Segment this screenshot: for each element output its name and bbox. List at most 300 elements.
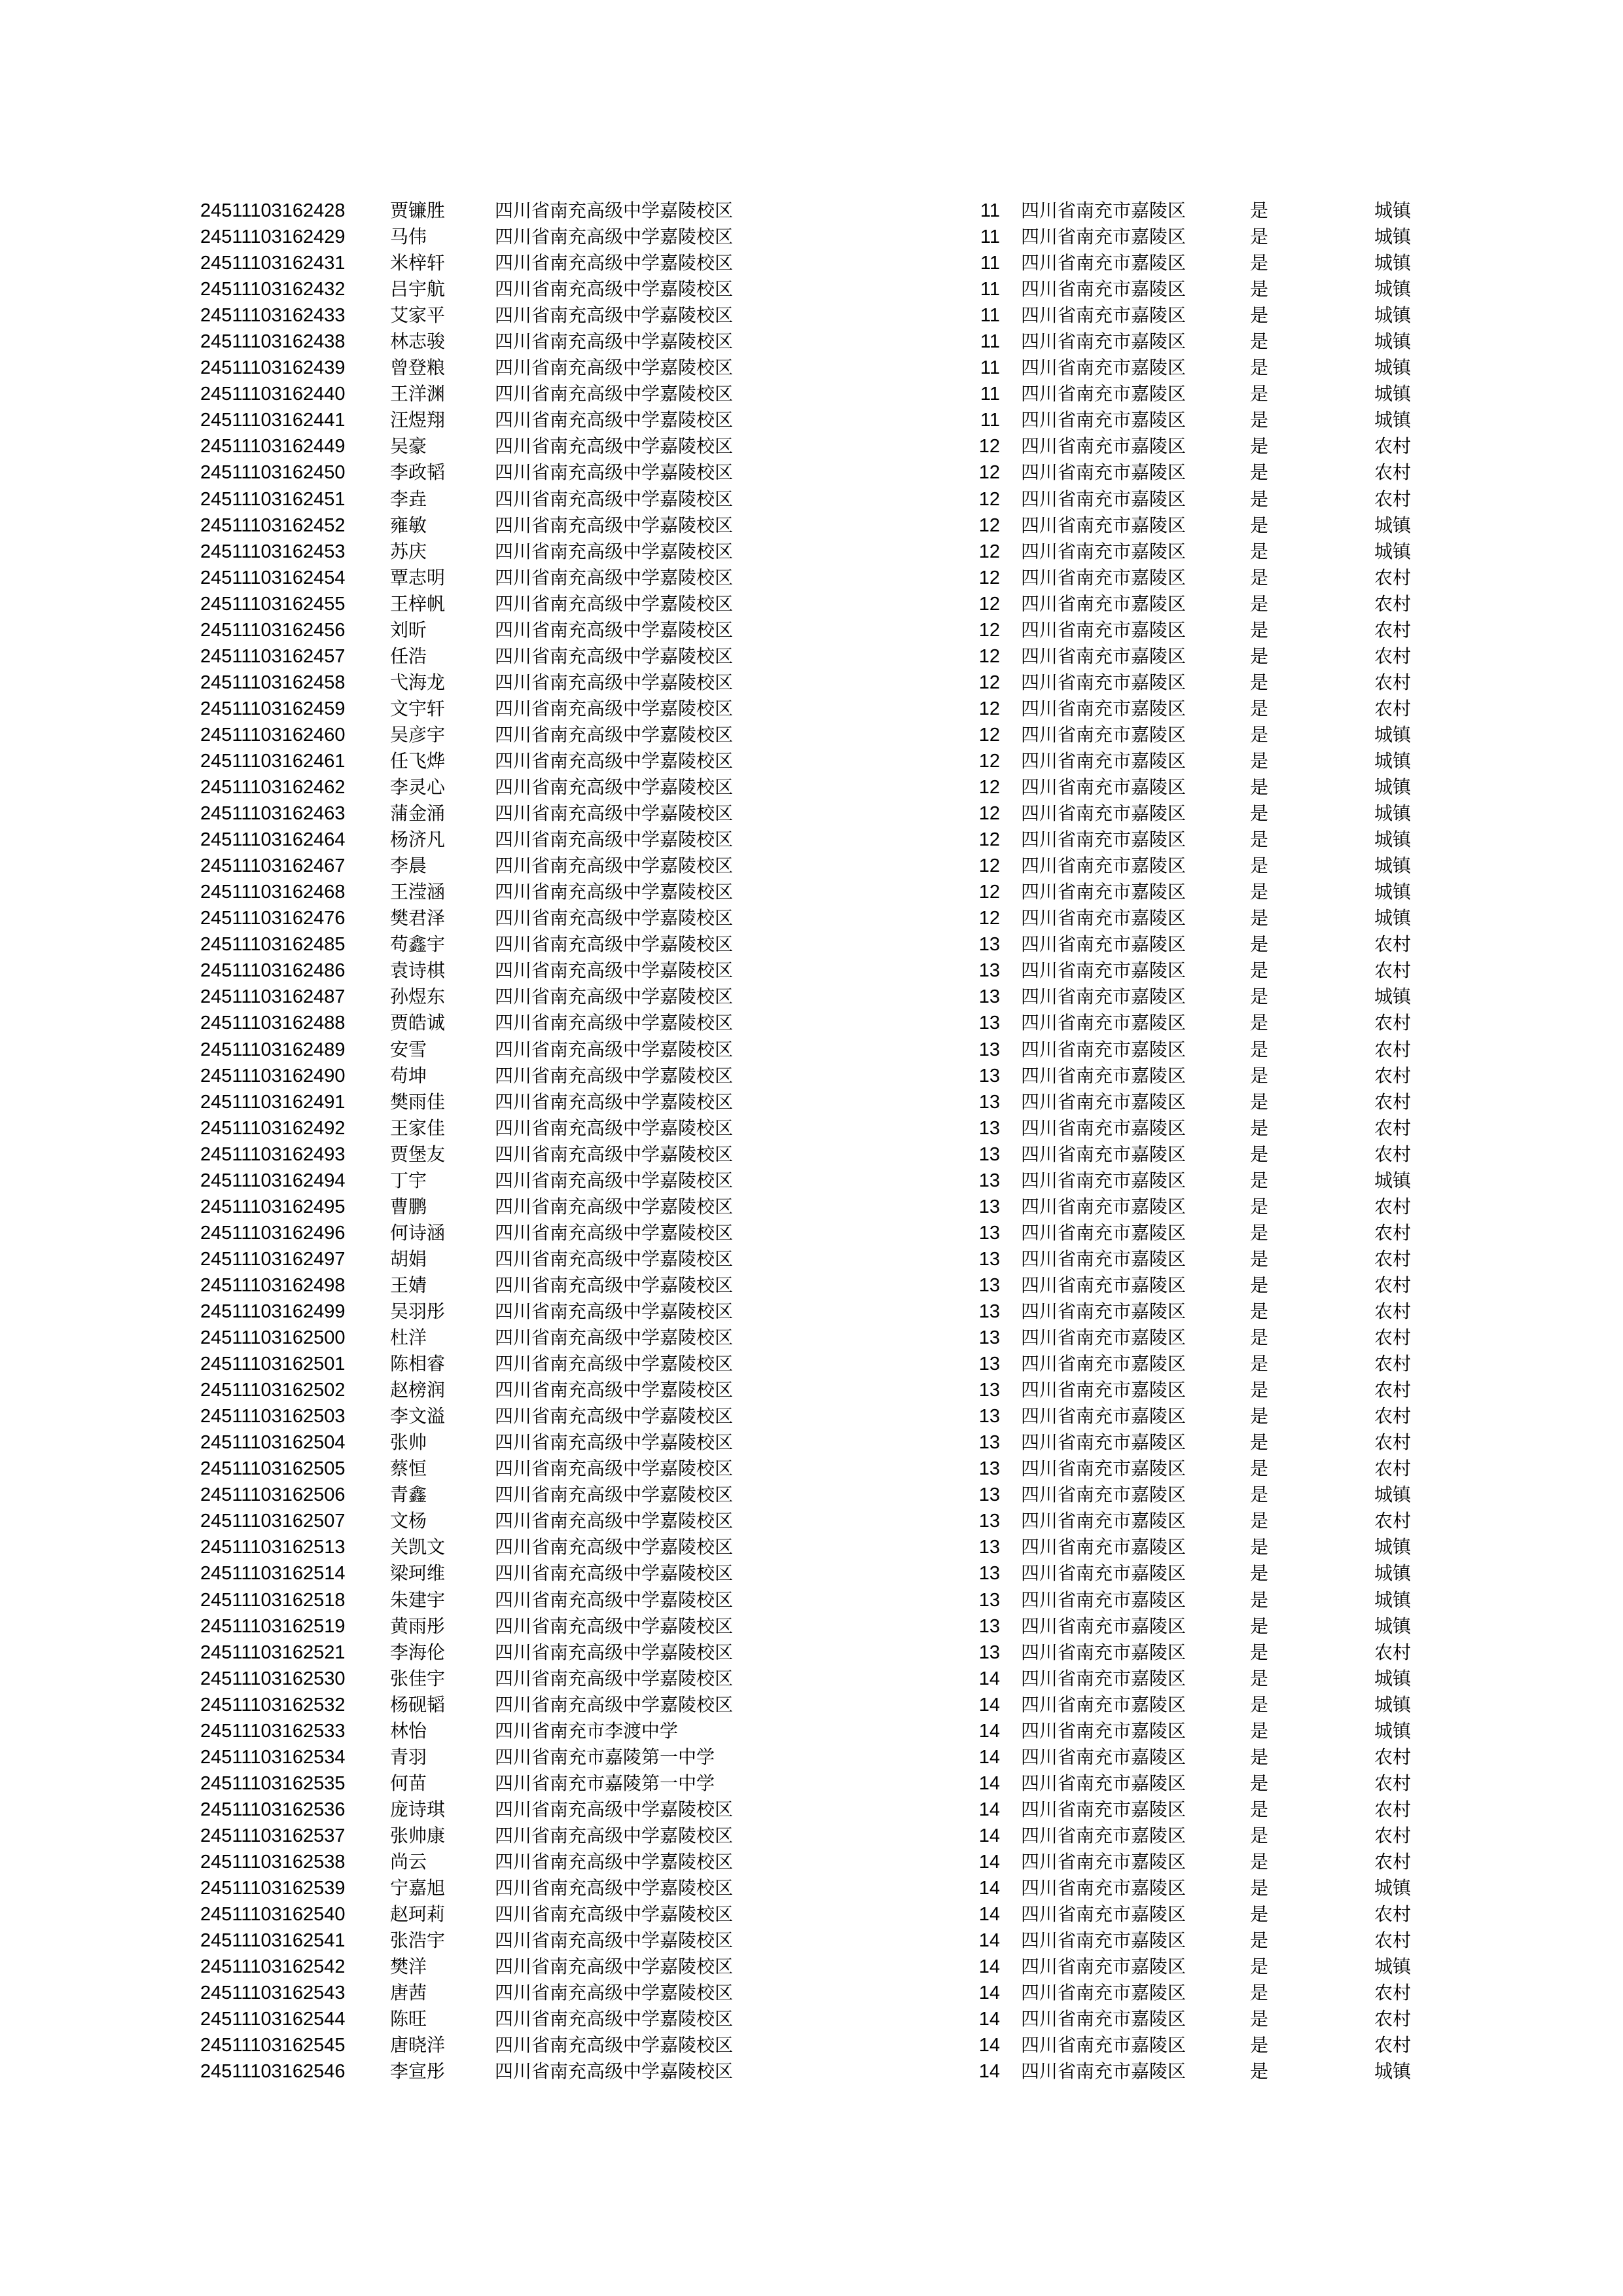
student-name-cell: 丁宇	[390, 1169, 427, 1191]
flag-cell: 是	[1250, 829, 1269, 851]
address-cell: 四川省南充市嘉陵区	[1021, 1300, 1186, 1322]
flag-cell: 是	[1250, 855, 1269, 877]
school-cell: 四川省南充高级中学嘉陵校区	[495, 200, 734, 222]
flag-cell: 是	[1250, 1746, 1269, 1768]
household-type-cell: 城镇	[1374, 304, 1412, 327]
address-cell: 四川省南充市嘉陵区	[1021, 331, 1186, 353]
table-row	[200, 1954, 1428, 1980]
student-name-cell: 林志骏	[390, 331, 446, 353]
household-type-cell: 农村	[1374, 1195, 1412, 1217]
grade-cell: 13	[978, 1537, 1000, 1558]
household-type-cell: 农村	[1374, 697, 1412, 719]
student-name-cell: 吴豪	[390, 435, 427, 457]
flag-cell: 是	[1250, 960, 1269, 982]
student-id-cell: 24511103162432	[200, 279, 346, 300]
student-name-cell: 杨砚韬	[390, 1693, 446, 1715]
grade-cell: 14	[978, 1825, 1000, 1846]
flag-cell: 是	[1250, 723, 1269, 745]
school-cell: 四川省南充高级中学嘉陵校区	[495, 960, 734, 982]
table-row	[200, 748, 1428, 774]
student-name-cell: 文杨	[390, 1510, 427, 1532]
address-cell: 四川省南充市嘉陵区	[1021, 723, 1186, 745]
grade-cell: 13	[978, 934, 1000, 956]
household-type-cell: 农村	[1374, 1982, 1412, 2004]
student-id-cell: 24511103162462	[200, 777, 346, 798]
household-type-cell: 城镇	[1374, 278, 1412, 300]
school-cell: 四川省南充高级中学嘉陵校区	[495, 1484, 734, 1506]
grade-cell: 14	[978, 1956, 1000, 1978]
household-type-cell: 农村	[1374, 1327, 1412, 1349]
student-id-cell: 24511103162539	[200, 1878, 346, 1899]
student-name-cell: 曹鹏	[390, 1195, 427, 1217]
table-row	[200, 1849, 1428, 1875]
school-cell: 四川省南充高级中学嘉陵校区	[495, 986, 734, 1008]
student-name-cell: 吕宇航	[390, 278, 446, 300]
grade-cell: 11	[980, 226, 1000, 248]
school-cell: 四川省南充高级中学嘉陵校区	[495, 1536, 734, 1558]
address-cell: 四川省南充市嘉陵区	[1021, 1824, 1186, 1846]
address-cell: 四川省南充市嘉陵区	[1021, 619, 1186, 641]
household-type-cell: 农村	[1374, 1510, 1412, 1532]
address-cell: 四川省南充市嘉陵区	[1021, 1510, 1186, 1532]
student-id-cell: 24511103162428	[200, 200, 346, 222]
household-type-cell: 农村	[1374, 1221, 1412, 1244]
table-row	[200, 696, 1428, 722]
grade-cell: 11	[980, 305, 1000, 327]
table-row	[200, 2032, 1428, 2058]
school-cell: 四川省南充市嘉陵第一中学	[495, 1772, 715, 1794]
student-id-cell: 24511103162459	[200, 698, 346, 719]
grade-cell: 13	[978, 1039, 1000, 1060]
student-id-cell: 24511103162498	[200, 1274, 346, 1296]
address-cell: 四川省南充市嘉陵区	[1021, 383, 1186, 405]
household-type-cell: 农村	[1374, 1929, 1412, 1952]
student-id-cell: 24511103162501	[200, 1354, 346, 1375]
grade-cell: 14	[978, 1878, 1000, 1899]
grade-cell: 13	[978, 1274, 1000, 1296]
flag-cell: 是	[1250, 1458, 1269, 1480]
student-name-cell: 曾登粮	[390, 357, 446, 379]
grade-cell: 14	[978, 2035, 1000, 2056]
grade-cell: 12	[978, 882, 1000, 903]
school-cell: 四川省南充市嘉陵第一中学	[495, 1746, 715, 1768]
student-id-cell: 24511103162487	[200, 986, 346, 1008]
address-cell: 四川省南充市嘉陵区	[1021, 1274, 1186, 1296]
student-name-cell: 樊雨佳	[390, 1090, 446, 1113]
school-cell: 四川省南充高级中学嘉陵校区	[495, 1798, 734, 1820]
student-name-cell: 吴彦宇	[390, 723, 446, 745]
flag-cell: 是	[1250, 1274, 1269, 1296]
grade-cell: 14	[978, 1930, 1000, 1952]
table-row	[200, 433, 1428, 459]
table-row	[200, 381, 1428, 407]
student-name-cell: 李垚	[390, 488, 427, 510]
school-cell: 四川省南充高级中学嘉陵校区	[495, 1169, 734, 1191]
student-name-cell: 梁珂维	[390, 1562, 446, 1585]
address-cell: 四川省南充市嘉陵区	[1021, 1117, 1186, 1139]
household-type-cell: 农村	[1374, 1798, 1412, 1820]
flag-cell: 是	[1250, 1850, 1269, 1873]
table-row	[200, 617, 1428, 643]
table-row	[200, 984, 1428, 1010]
household-type-cell: 农村	[1374, 645, 1412, 667]
table-row	[200, 827, 1428, 853]
student-id-cell: 24511103162513	[200, 1537, 346, 1558]
student-id-cell: 24511103162494	[200, 1170, 346, 1191]
table-row	[200, 1037, 1428, 1063]
address-cell: 四川省南充市嘉陵区	[1021, 1431, 1186, 1454]
table-row	[200, 1194, 1428, 1220]
address-cell: 四川省南充市嘉陵区	[1021, 1588, 1186, 1611]
student-id-cell: 24511103162493	[200, 1143, 346, 1165]
grade-cell: 13	[978, 1511, 1000, 1532]
school-cell: 四川省南充高级中学嘉陵校区	[495, 802, 734, 825]
school-cell: 四川省南充高级中学嘉陵校区	[495, 776, 734, 798]
grade-cell: 12	[978, 619, 1000, 641]
grade-cell: 13	[978, 1300, 1000, 1322]
grade-cell: 14	[978, 1799, 1000, 1820]
grade-cell: 13	[978, 1380, 1000, 1401]
student-id-cell: 24511103162486	[200, 960, 346, 982]
student-name-cell: 马伟	[390, 226, 427, 248]
student-id-cell: 24511103162457	[200, 645, 346, 667]
school-cell: 四川省南充高级中学嘉陵校区	[495, 1903, 734, 1926]
student-name-cell: 任飞烨	[390, 750, 446, 772]
table-row	[200, 1875, 1428, 1901]
flag-cell: 是	[1250, 1169, 1269, 1191]
student-name-cell: 张帅康	[390, 1824, 446, 1846]
flag-cell: 是	[1250, 1221, 1269, 1244]
student-name-cell: 李海伦	[390, 1641, 446, 1663]
school-cell: 四川省南充高级中学嘉陵校区	[495, 881, 734, 903]
table-row	[200, 958, 1428, 984]
table-row	[200, 1403, 1428, 1429]
address-cell: 四川省南充市嘉陵区	[1021, 1719, 1186, 1742]
school-cell: 四川省南充高级中学嘉陵校区	[495, 1221, 734, 1244]
student-name-cell: 杨济凡	[390, 829, 446, 851]
table-row	[200, 1901, 1428, 1928]
grade-cell: 12	[978, 855, 1000, 877]
grade-cell: 12	[978, 724, 1000, 745]
table-row	[200, 1220, 1428, 1246]
student-name-cell: 李文溢	[390, 1405, 446, 1427]
household-type-cell: 城镇	[1374, 776, 1412, 798]
household-type-cell: 城镇	[1374, 1484, 1412, 1506]
household-type-cell: 城镇	[1374, 331, 1412, 353]
flag-cell: 是	[1250, 697, 1269, 719]
school-cell: 四川省南充高级中学嘉陵校区	[495, 592, 734, 615]
student-name-cell: 米梓轩	[390, 252, 446, 274]
table-row	[200, 1797, 1428, 1823]
address-cell: 四川省南充市嘉陵区	[1021, 1956, 1186, 1978]
grade-cell: 12	[978, 567, 1000, 588]
student-name-cell: 何苗	[390, 1772, 427, 1794]
flag-cell: 是	[1250, 933, 1269, 956]
address-cell: 四川省南充市嘉陵区	[1021, 1012, 1186, 1034]
school-cell: 四川省南充高级中学嘉陵校区	[495, 1038, 734, 1060]
student-id-cell: 24511103162440	[200, 384, 346, 405]
school-cell: 四川省南充高级中学嘉陵校区	[495, 1300, 734, 1322]
student-name-cell: 蔡恒	[390, 1458, 427, 1480]
student-id-cell: 24511103162491	[200, 1091, 346, 1113]
grade-cell: 12	[978, 829, 1000, 851]
household-type-cell: 城镇	[1374, 881, 1412, 903]
flag-cell: 是	[1250, 383, 1269, 405]
student-id-cell: 24511103162433	[200, 305, 346, 327]
student-id-cell: 24511103162532	[200, 1694, 346, 1715]
household-type-cell: 城镇	[1374, 750, 1412, 772]
school-cell: 四川省南充高级中学嘉陵校区	[495, 1693, 734, 1715]
student-name-cell: 陈旺	[390, 2008, 427, 2030]
student-name-cell: 袁诗棋	[390, 960, 446, 982]
address-cell: 四川省南充市嘉陵区	[1021, 1169, 1186, 1191]
student-id-cell: 24511103162449	[200, 436, 346, 457]
grade-cell: 14	[978, 1904, 1000, 1926]
flag-cell: 是	[1250, 1562, 1269, 1585]
address-cell: 四川省南充市嘉陵区	[1021, 802, 1186, 825]
address-cell: 四川省南充市嘉陵区	[1021, 2008, 1186, 2030]
address-cell: 四川省南充市嘉陵区	[1021, 1693, 1186, 1715]
household-type-cell: 城镇	[1374, 1693, 1412, 1715]
address-cell: 四川省南充市嘉陵区	[1021, 2060, 1186, 2083]
school-cell: 四川省南充高级中学嘉陵校区	[495, 278, 734, 300]
household-type-cell: 农村	[1374, 619, 1412, 641]
household-type-cell: 城镇	[1374, 514, 1412, 536]
address-cell: 四川省南充市嘉陵区	[1021, 278, 1186, 300]
school-cell: 四川省南充高级中学嘉陵校区	[495, 829, 734, 851]
household-type-cell: 城镇	[1374, 986, 1412, 1008]
student-name-cell: 孙煜东	[390, 986, 446, 1008]
address-cell: 四川省南充市嘉陵区	[1021, 1615, 1186, 1637]
table-row	[200, 1692, 1428, 1718]
student-id-cell: 24511103162438	[200, 331, 346, 353]
address-cell: 四川省南充市嘉陵区	[1021, 1247, 1186, 1270]
student-id-cell: 24511103162541	[200, 1930, 346, 1952]
student-id-cell: 24511103162468	[200, 882, 346, 903]
table-row	[200, 329, 1428, 355]
table-row	[200, 670, 1428, 696]
household-type-cell: 农村	[1374, 1038, 1412, 1060]
school-cell: 四川省南充高级中学嘉陵校区	[495, 488, 734, 510]
flag-cell: 是	[1250, 1719, 1269, 1742]
grade-cell: 14	[978, 1694, 1000, 1715]
address-cell: 四川省南充市嘉陵区	[1021, 907, 1186, 929]
grade-cell: 13	[978, 1327, 1000, 1349]
grade-cell: 13	[978, 1143, 1000, 1165]
grade-cell: 14	[978, 1851, 1000, 1873]
grade-cell: 11	[980, 357, 1000, 379]
grade-cell: 12	[978, 462, 1000, 484]
student-name-cell: 贾皓诚	[390, 1012, 446, 1034]
grade-cell: 11	[980, 384, 1000, 405]
flag-cell: 是	[1250, 1090, 1269, 1113]
address-cell: 四川省南充市嘉陵区	[1021, 1143, 1186, 1165]
table-row	[200, 879, 1428, 905]
household-type-cell: 城镇	[1374, 1667, 1412, 1689]
table-row	[200, 250, 1428, 276]
table-row	[200, 931, 1428, 958]
student-name-cell: 王婧	[390, 1274, 427, 1296]
school-cell: 四川省南充高级中学嘉陵校区	[495, 723, 734, 745]
table-row	[200, 198, 1428, 224]
school-cell: 四川省南充高级中学嘉陵校区	[495, 1090, 734, 1113]
student-id-cell: 24511103162500	[200, 1327, 346, 1349]
student-name-cell: 覃志明	[390, 566, 446, 588]
address-cell: 四川省南充市嘉陵区	[1021, 1038, 1186, 1060]
student-name-cell: 杜洋	[390, 1327, 427, 1349]
school-cell: 四川省南充高级中学嘉陵校区	[495, 331, 734, 353]
student-name-cell: 贾堡友	[390, 1143, 446, 1165]
flag-cell: 是	[1250, 1693, 1269, 1715]
table-row	[200, 1325, 1428, 1351]
flag-cell: 是	[1250, 1484, 1269, 1506]
school-cell: 四川省南充高级中学嘉陵校区	[495, 1431, 734, 1454]
flag-cell: 是	[1250, 1327, 1269, 1349]
student-id-cell: 24511103162507	[200, 1511, 346, 1532]
address-cell: 四川省南充市嘉陵区	[1021, 1877, 1186, 1899]
student-id-cell: 24511103162467	[200, 855, 346, 877]
address-cell: 四川省南充市嘉陵区	[1021, 933, 1186, 956]
address-cell: 四川省南充市嘉陵区	[1021, 488, 1186, 510]
school-cell: 四川省南充高级中学嘉陵校区	[495, 252, 734, 274]
school-cell: 四川省南充高级中学嘉陵校区	[495, 2060, 734, 2083]
flag-cell: 是	[1250, 907, 1269, 929]
school-cell: 四川省南充高级中学嘉陵校区	[495, 1353, 734, 1375]
school-cell: 四川省南充高级中学嘉陵校区	[495, 750, 734, 772]
grade-cell: 13	[978, 1563, 1000, 1585]
grade-cell: 12	[978, 541, 1000, 562]
flag-cell: 是	[1250, 1929, 1269, 1952]
school-cell: 四川省南充高级中学嘉陵校区	[495, 1588, 734, 1611]
school-cell: 四川省南充高级中学嘉陵校区	[495, 435, 734, 457]
flag-cell: 是	[1250, 278, 1269, 300]
household-type-cell: 城镇	[1374, 1536, 1412, 1558]
flag-cell: 是	[1250, 304, 1269, 327]
household-type-cell: 城镇	[1374, 1562, 1412, 1585]
student-id-cell: 24511103162504	[200, 1432, 346, 1454]
flag-cell: 是	[1250, 1903, 1269, 1926]
grade-cell: 13	[978, 1589, 1000, 1611]
table-row	[200, 565, 1428, 591]
school-cell: 四川省南充高级中学嘉陵校区	[495, 1379, 734, 1401]
school-cell: 四川省南充高级中学嘉陵校区	[495, 1929, 734, 1952]
flag-cell: 是	[1250, 619, 1269, 641]
student-id-cell: 24511103162521	[200, 1641, 346, 1663]
grade-cell: 14	[978, 2061, 1000, 2083]
flag-cell: 是	[1250, 592, 1269, 615]
school-cell: 四川省南充高级中学嘉陵校区	[495, 540, 734, 562]
table-row	[200, 1744, 1428, 1770]
student-id-cell: 24511103162441	[200, 410, 346, 431]
student-name-cell: 庞诗琪	[390, 1798, 446, 1820]
table-row	[200, 407, 1428, 433]
flag-cell: 是	[1250, 1379, 1269, 1401]
student-id-cell: 24511103162503	[200, 1406, 346, 1427]
grade-cell: 12	[978, 672, 1000, 693]
student-name-cell: 蒲金涌	[390, 802, 446, 825]
household-type-cell: 城镇	[1374, 226, 1412, 248]
school-cell: 四川省南充高级中学嘉陵校区	[495, 304, 734, 327]
flag-cell: 是	[1250, 1824, 1269, 1846]
school-cell: 四川省南充高级中学嘉陵校区	[495, 461, 734, 484]
student-id-cell: 24511103162535	[200, 1772, 346, 1794]
address-cell: 四川省南充市嘉陵区	[1021, 697, 1186, 719]
address-cell: 四川省南充市嘉陵区	[1021, 226, 1186, 248]
address-cell: 四川省南充市嘉陵区	[1021, 960, 1186, 982]
student-name-cell: 苟坤	[390, 1064, 427, 1086]
student-name-cell: 苟鑫宇	[390, 933, 446, 956]
household-type-cell: 农村	[1374, 1850, 1412, 1873]
student-id-cell: 24511103162450	[200, 462, 346, 484]
student-id-cell: 24511103162492	[200, 1117, 346, 1139]
address-cell: 四川省南充市嘉陵区	[1021, 1772, 1186, 1794]
household-type-cell: 城镇	[1374, 907, 1412, 929]
table-row	[200, 1666, 1428, 1692]
student-id-cell: 24511103162464	[200, 829, 346, 851]
address-cell: 四川省南充市嘉陵区	[1021, 881, 1186, 903]
grade-cell: 12	[978, 436, 1000, 457]
table-row	[200, 1770, 1428, 1797]
address-cell: 四川省南充市嘉陵区	[1021, 1353, 1186, 1375]
student-name-cell: 张浩宇	[390, 1929, 446, 1952]
household-type-cell: 农村	[1374, 566, 1412, 588]
address-cell: 四川省南充市嘉陵区	[1021, 776, 1186, 798]
table-row	[200, 1560, 1428, 1587]
household-type-cell: 城镇	[1374, 200, 1412, 222]
household-type-cell: 农村	[1374, 1090, 1412, 1113]
school-cell: 四川省南充高级中学嘉陵校区	[495, 1327, 734, 1349]
student-name-cell: 唐晓洋	[390, 2034, 446, 2056]
grade-cell: 12	[978, 803, 1000, 825]
household-type-cell: 农村	[1374, 1746, 1412, 1768]
grade-cell: 13	[978, 1432, 1000, 1454]
table-row	[200, 1246, 1428, 1272]
student-id-cell: 24511103162518	[200, 1589, 346, 1611]
household-type-cell: 农村	[1374, 2034, 1412, 2056]
student-name-cell: 张帅	[390, 1431, 427, 1454]
household-type-cell: 农村	[1374, 1772, 1412, 1794]
grade-cell: 12	[978, 777, 1000, 798]
table-row	[200, 459, 1428, 486]
household-type-cell: 城镇	[1374, 2060, 1412, 2083]
table-row	[200, 355, 1428, 381]
table-row	[200, 722, 1428, 748]
address-cell: 四川省南充市嘉陵区	[1021, 1090, 1186, 1113]
school-cell: 四川省南充高级中学嘉陵校区	[495, 1195, 734, 1217]
table-row	[200, 1089, 1428, 1115]
address-cell: 四川省南充市嘉陵区	[1021, 1850, 1186, 1873]
table-row	[200, 1456, 1428, 1482]
school-cell: 四川省南充高级中学嘉陵校区	[495, 383, 734, 405]
household-type-cell: 城镇	[1374, 1719, 1412, 1742]
address-cell: 四川省南充市嘉陵区	[1021, 986, 1186, 1008]
student-id-cell: 24511103162530	[200, 1668, 346, 1689]
address-cell: 四川省南充市嘉陵区	[1021, 1379, 1186, 1401]
student-name-cell: 张佳宇	[390, 1667, 446, 1689]
address-cell: 四川省南充市嘉陵区	[1021, 252, 1186, 274]
flag-cell: 是	[1250, 1510, 1269, 1532]
school-cell: 四川省南充高级中学嘉陵校区	[495, 619, 734, 641]
grade-cell: 12	[978, 908, 1000, 929]
student-name-cell: 汪煜翔	[390, 409, 446, 431]
grade-cell: 12	[978, 488, 1000, 510]
student-name-cell: 李政韬	[390, 461, 446, 484]
address-cell: 四川省南充市嘉陵区	[1021, 1798, 1186, 1820]
flag-cell: 是	[1250, 488, 1269, 510]
student-id-cell: 24511103162502	[200, 1380, 346, 1401]
household-type-cell: 农村	[1374, 1300, 1412, 1322]
address-cell: 四川省南充市嘉陵区	[1021, 435, 1186, 457]
